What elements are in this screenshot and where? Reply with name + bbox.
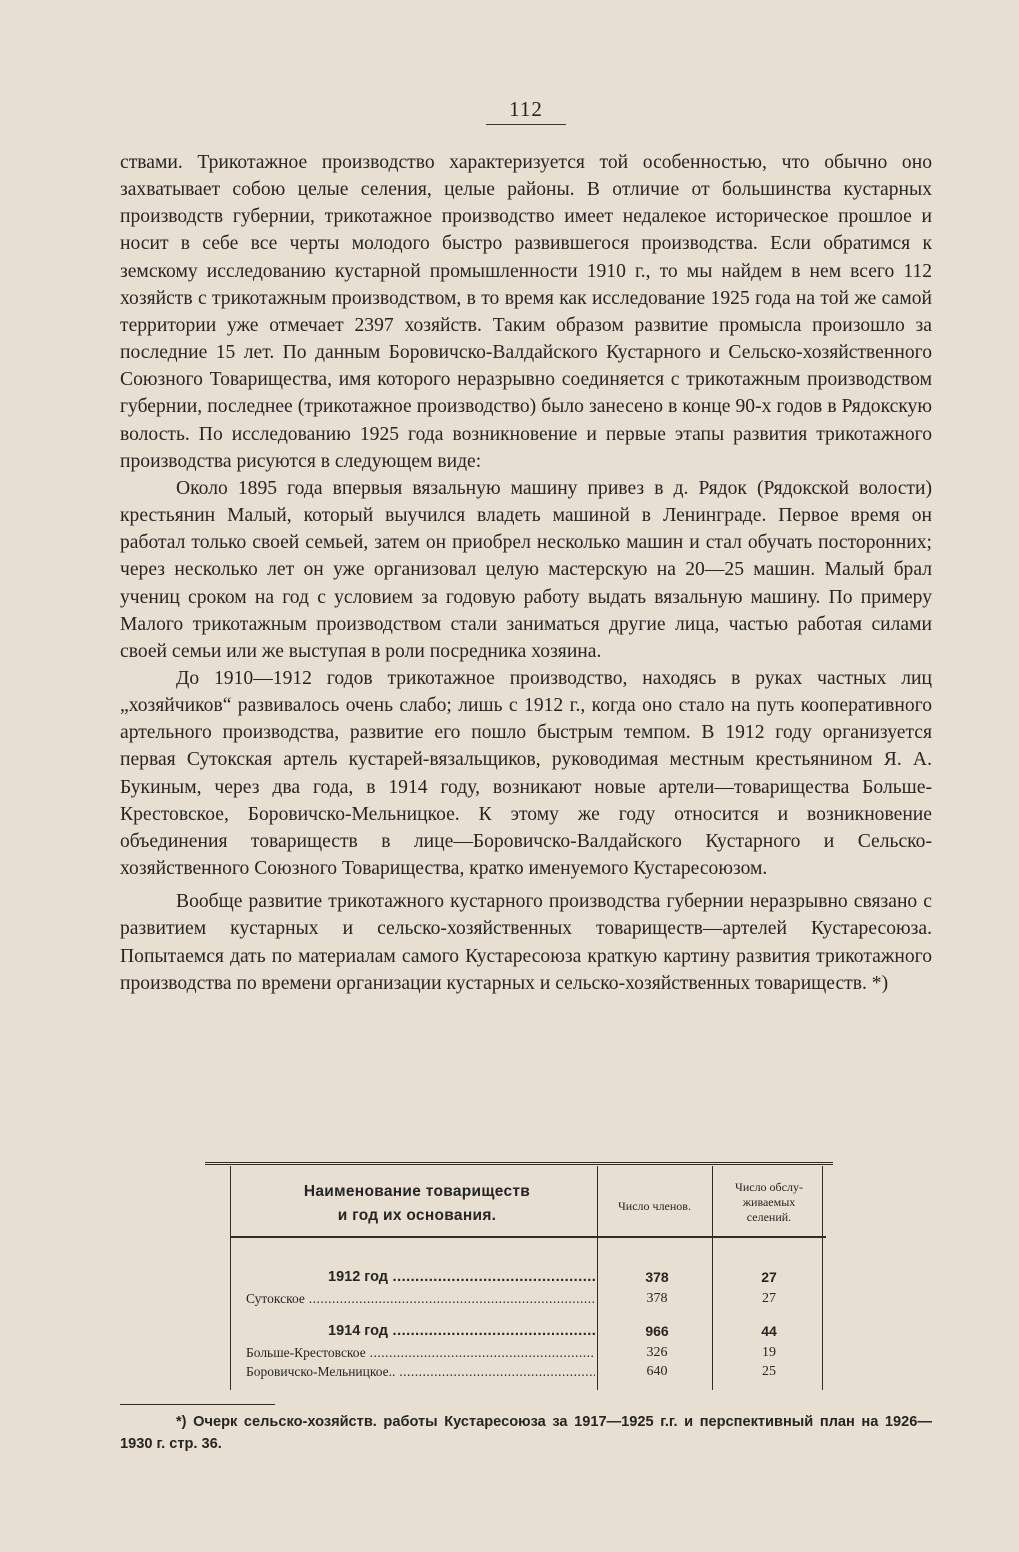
table-row [230, 1345, 826, 1365]
row-name: Боровичско-Мельницкое.. ..... [230, 1364, 595, 1380]
page-number: 112 [509, 97, 543, 121]
body-text [120, 149, 932, 997]
paragraph-3: До 1910—1912 годов трикотажное производство, находясь в руках частных лиц „хозяйчиков“ развивалось очень слабо; лишь с 1912 г., когда оно стало на путь кооперативного артельного производства, развитие его пошло быстрым темпом. В 1912 году организуется первая Сутокская артель кустарей-вязальщиков, руководимая местным крестьянином Я. А. Букиным, через два года, в 1914 году, возникают новые артели—товарищества Больше-Крестовское, Боровичско-Мельницкое. К этому же году относится и возникновение объединения товариществ в лице—Боровичско-Валдайского Кустарного и Сельско-хозяйственного Союзного Товарищества, кратко именуемого Кустаресоюзом. [120, 667, 932, 880]
row-members: 326 [646, 1345, 668, 1360]
footnote [120, 1411, 932, 1455]
row-members: 378 [645, 1269, 669, 1285]
header-name-column: Наименование товариществ и год их основания. [303, 1183, 531, 1224]
row-villages: 19 [762, 1345, 776, 1360]
row-members: 378 [646, 1291, 668, 1306]
table-row [230, 1323, 826, 1343]
row-villages: 27 [762, 1291, 776, 1306]
cooperatives-table [230, 1166, 826, 1390]
row-villages: 27 [761, 1269, 777, 1285]
page-number-underline [486, 124, 566, 125]
paragraph-2: Около 1895 года впервыя вязальную машину привез в д. Рядок (Рядокской волости) крестьянин Малый, который выучился владеть машиной в Ленинграде. Первое время он работал только своей семьей, затем он приобрел несколько машин и стал обучать посторонних; через несколько лет он уже организовал целую мастерскую на 20—25 машин. Малый брал учениц сроком на год с условием за годовую работу выдать вязальную машину. По примеру Малого трикотажным производством стали заниматься другие лица, частью работая силами своей семьи или же выступая в роли посредника хозяина. [120, 477, 932, 662]
table-top-rule [205, 1162, 833, 1165]
row-name: 1912 год ..... [230, 1269, 595, 1285]
footnote-text: *) Очерк сельско-хозяйств. работы Кустаресоюза за 1917—1925 г.г. и перспективный план на 1926—1930 г. стр. 36. [120, 1414, 932, 1452]
row-members: 640 [646, 1364, 668, 1379]
table-row [230, 1364, 826, 1384]
footnote-rule [120, 1404, 275, 1405]
row-villages: 44 [761, 1323, 777, 1339]
paragraph-1: ствами. Трикотажное производство характеризуется той особенностью, что обычно оно захватывает собою целые селения, целые районы. В отличие от большинства кустарных производств губернии, трикотажное производство имеет недалекое историческое прошлое и носит в себе все черты молодого быстро развившегося производства. Если обратимся к земскому исследованию кустарной промышленности 1910 г., то мы найдем в нем всего 112 хозяйств с трикотажным производством, в то время как исследование 1925 года на той же самой территории уже отмечает 2397 хозяйств. Таким образом развитие промысла произошло за последние 15 лет. По данным Боровичско-Валдайского Кустарного и Сельско-хозяйственного Союзного Товарищества, имя которого неразрывно соединяется с трикотажным производством губернии, последнее (трикотажное производство) было занесено в конце 90-х годов в Рядокскую волость. По исследованию 1925 года возникновение и первые этапы развития трикотажного производства рисуются в следующем виде: [120, 152, 932, 472]
row-villages: 25 [762, 1364, 776, 1379]
table-row [230, 1269, 826, 1289]
header-rule [230, 1236, 826, 1238]
paragraph-4: Вообще развитие трикотажного кустарного производства губернии неразрывно связано с развитием кустарных и сельско-хозяйственных товариществ—артелей Кустаресоюза. Попытаемся дать по материалам самого Кустаресоюза краткую картину развития трикотажного производства по времени организации кустарных и сельско-хозяйственных товариществ. *) [120, 891, 932, 994]
row-name: 1914 год ..... [230, 1323, 595, 1339]
row-name: Больше-Крестовское ..... [230, 1345, 595, 1361]
header-villages-column: Число обслу- живаемых селений. [735, 1180, 803, 1224]
row-name: Сутокское ..... [230, 1291, 595, 1307]
row-members: 966 [645, 1323, 669, 1339]
header-members-column: Число членов. [618, 1199, 691, 1213]
table-row [230, 1291, 826, 1311]
